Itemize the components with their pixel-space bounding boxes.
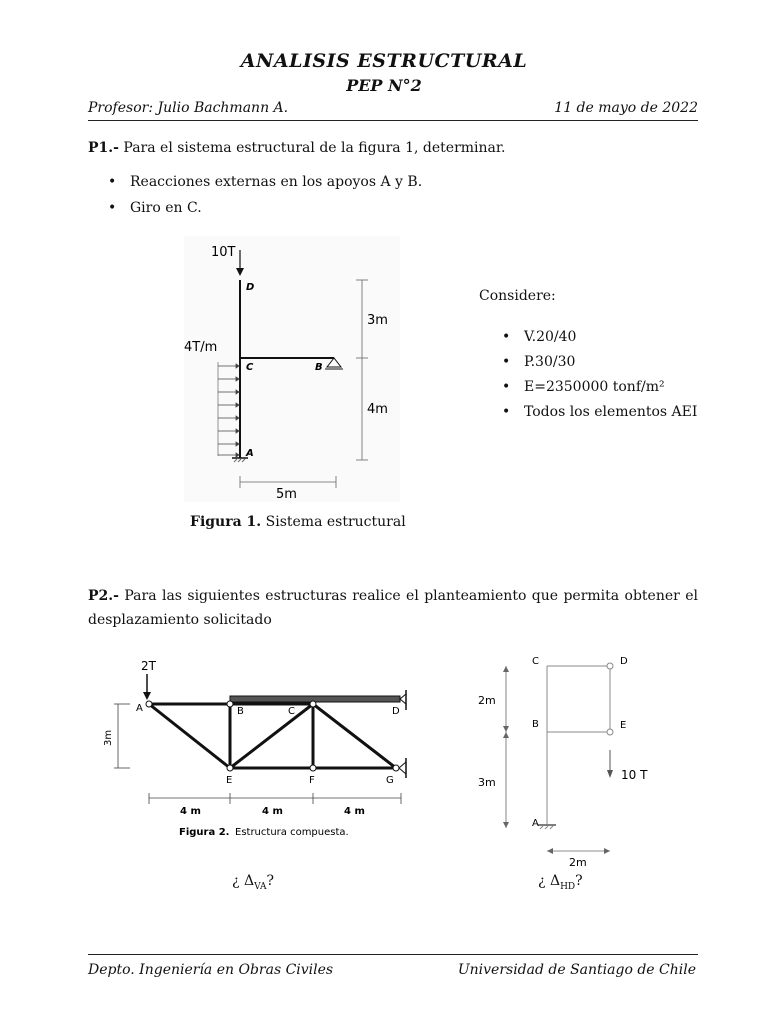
fig1-load-10t: 10T	[211, 245, 236, 260]
fig2-node-a: A	[136, 703, 143, 714]
p1-bullet-2: • Giro en C.	[108, 200, 202, 216]
figure-3-frame-diagram	[470, 652, 650, 872]
fig3-dim-2m-horizontal: 2m	[569, 856, 587, 869]
p2-statement-line2: desplazamiento solicitado	[88, 612, 272, 628]
fig1-dim-4m: 4m	[367, 402, 388, 417]
fig2-load-2t: 2T	[141, 659, 156, 673]
fig3-dim-2m-vertical: 2m	[478, 694, 496, 707]
fig1-dim-3m: 3m	[367, 313, 388, 328]
fig2-node-b: B	[237, 706, 244, 717]
fig3-node-e: E	[620, 720, 627, 731]
footer-rule	[88, 954, 698, 955]
question-delta-va: ¿ $\Delta_{VA}$?	[232, 873, 274, 892]
figure-1-frame-diagram	[184, 236, 400, 502]
consider-item-1: • V.20/40	[502, 329, 577, 345]
fig3-load-10t: 10 T	[621, 768, 648, 782]
fig2-caption-bold: Figura 2.	[179, 827, 230, 838]
fig2-node-f: F	[309, 775, 315, 786]
fig3-node-a: A	[532, 818, 539, 829]
exam-date: 11 de mayo de 2022	[554, 100, 698, 116]
fig2-node-g: G	[386, 775, 394, 786]
p2-label: P2.-	[88, 588, 119, 604]
document-title: ANALISIS ESTRUCTURAL	[240, 50, 528, 72]
p2-statement-line1: P2.- Para las siguientes estructuras realice el planteamiento que permita obtener el	[88, 588, 699, 604]
fig1-node-b: B	[315, 362, 323, 373]
fig1-node-c: C	[246, 362, 254, 373]
fig2-dim-4m-2: 4 m	[262, 806, 283, 817]
fig2-dim-3m: 3m	[103, 729, 114, 746]
fig2-caption-text: Estructura compuesta.	[235, 827, 349, 838]
consider-item-2: • P.30/30	[502, 354, 576, 370]
fig3-dim-3m: 3m	[478, 776, 496, 789]
p1-statement	[88, 140, 506, 156]
fig3-node-d: D	[620, 656, 628, 667]
consider-title: Considere:	[479, 288, 556, 304]
document-subtitle: PEP N°2	[346, 76, 422, 95]
professor-name: Profesor: Julio Bachmann A.	[88, 100, 289, 116]
p1-label: P1.-	[88, 140, 119, 156]
fig1-node-a: A	[246, 448, 254, 459]
question-delta-hd: ¿ $\Delta_{HD}$?	[538, 873, 583, 892]
footer-department: Depto. Ingeniería en Obras Civiles	[88, 962, 334, 978]
fig2-node-e: E	[226, 775, 233, 786]
fig2-beam	[230, 696, 400, 702]
fig2-dim-4m-1: 4 m	[180, 806, 201, 817]
figure-2-truss-diagram	[100, 654, 426, 844]
fig2-dim-4m-3: 4 m	[344, 806, 365, 817]
consider-item-3: • E=2350000 tonf/m²	[502, 379, 665, 395]
consider-item-4: • Todos los elementos AEI	[502, 404, 698, 420]
fig3-node-b: B	[532, 719, 539, 730]
fig1-node-d: D	[246, 282, 255, 293]
header-rule	[88, 120, 698, 121]
figure-1-caption: Figura 1. Sistema estructural	[190, 514, 406, 530]
fig2-node-d: D	[392, 706, 400, 717]
fig1-load-4t: 4T/m	[184, 340, 218, 355]
fig2-node-c: C	[288, 706, 295, 717]
footer-university: Universidad de Santiago de Chile	[457, 962, 696, 978]
fig1-dim-5m: 5m	[276, 487, 297, 502]
p1-text: Para el sistema estructural de la figura 1, determinar.	[123, 140, 506, 156]
p1-bullet-1: • Reacciones externas en los apoyos A y B.	[108, 174, 423, 190]
fig3-node-c: C	[532, 656, 539, 667]
